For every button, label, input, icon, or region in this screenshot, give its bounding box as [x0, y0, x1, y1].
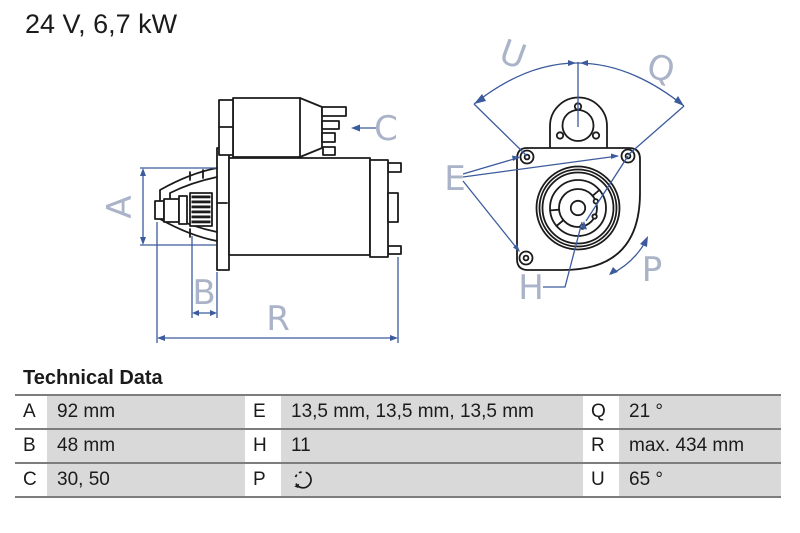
- dimension-q-label: Q: [642, 46, 679, 92]
- param-value: 48 mm: [47, 430, 245, 462]
- terminal: [322, 121, 339, 129]
- solenoid: [233, 98, 322, 157]
- table-row: [15, 396, 781, 430]
- param-value: 13,5 mm, 13,5 mm, 13,5 mm: [281, 396, 583, 428]
- param-value: max. 434 mm: [619, 430, 781, 462]
- dimension-a-label: A: [100, 195, 140, 219]
- dimension-u-label: U: [494, 31, 532, 78]
- dimension-c-label: C: [374, 109, 398, 149]
- param-key: P: [245, 464, 281, 496]
- technical-data-heading: Technical Data: [23, 367, 163, 389]
- dimension-r-label: R: [266, 299, 290, 339]
- dimension-p-label: P: [641, 250, 663, 290]
- table-row: [15, 430, 781, 464]
- param-value-icon: [281, 464, 583, 496]
- mount-plate: [217, 148, 229, 270]
- terminal: [322, 107, 346, 116]
- product-title: 24 V, 6,7 kW: [25, 9, 178, 39]
- param-key: E: [245, 396, 281, 428]
- table-row: [15, 464, 781, 498]
- terminal: [323, 147, 335, 155]
- rotation-ccw-icon: [291, 469, 315, 491]
- end-cap: [370, 160, 388, 257]
- technical-data-table: [15, 394, 781, 498]
- param-key: R: [583, 430, 619, 462]
- param-value: 30, 50: [47, 464, 245, 496]
- param-value: 92 mm: [47, 396, 245, 428]
- dimension-b-label: B: [192, 273, 216, 313]
- param-value: 65 °: [619, 464, 781, 496]
- param-key: Q: [583, 396, 619, 428]
- terminal: [322, 133, 335, 142]
- motor-body: [229, 158, 370, 255]
- shaft-nose: [164, 199, 179, 222]
- param-key: H: [245, 430, 281, 462]
- dimension-e-label: E: [444, 159, 466, 199]
- param-key: A: [15, 396, 47, 428]
- param-key: U: [583, 464, 619, 496]
- param-key: C: [15, 464, 47, 496]
- dimension-h-label: H: [518, 268, 544, 308]
- param-key: B: [15, 430, 47, 462]
- param-value: 21 °: [619, 396, 781, 428]
- param-value: 11: [281, 430, 583, 462]
